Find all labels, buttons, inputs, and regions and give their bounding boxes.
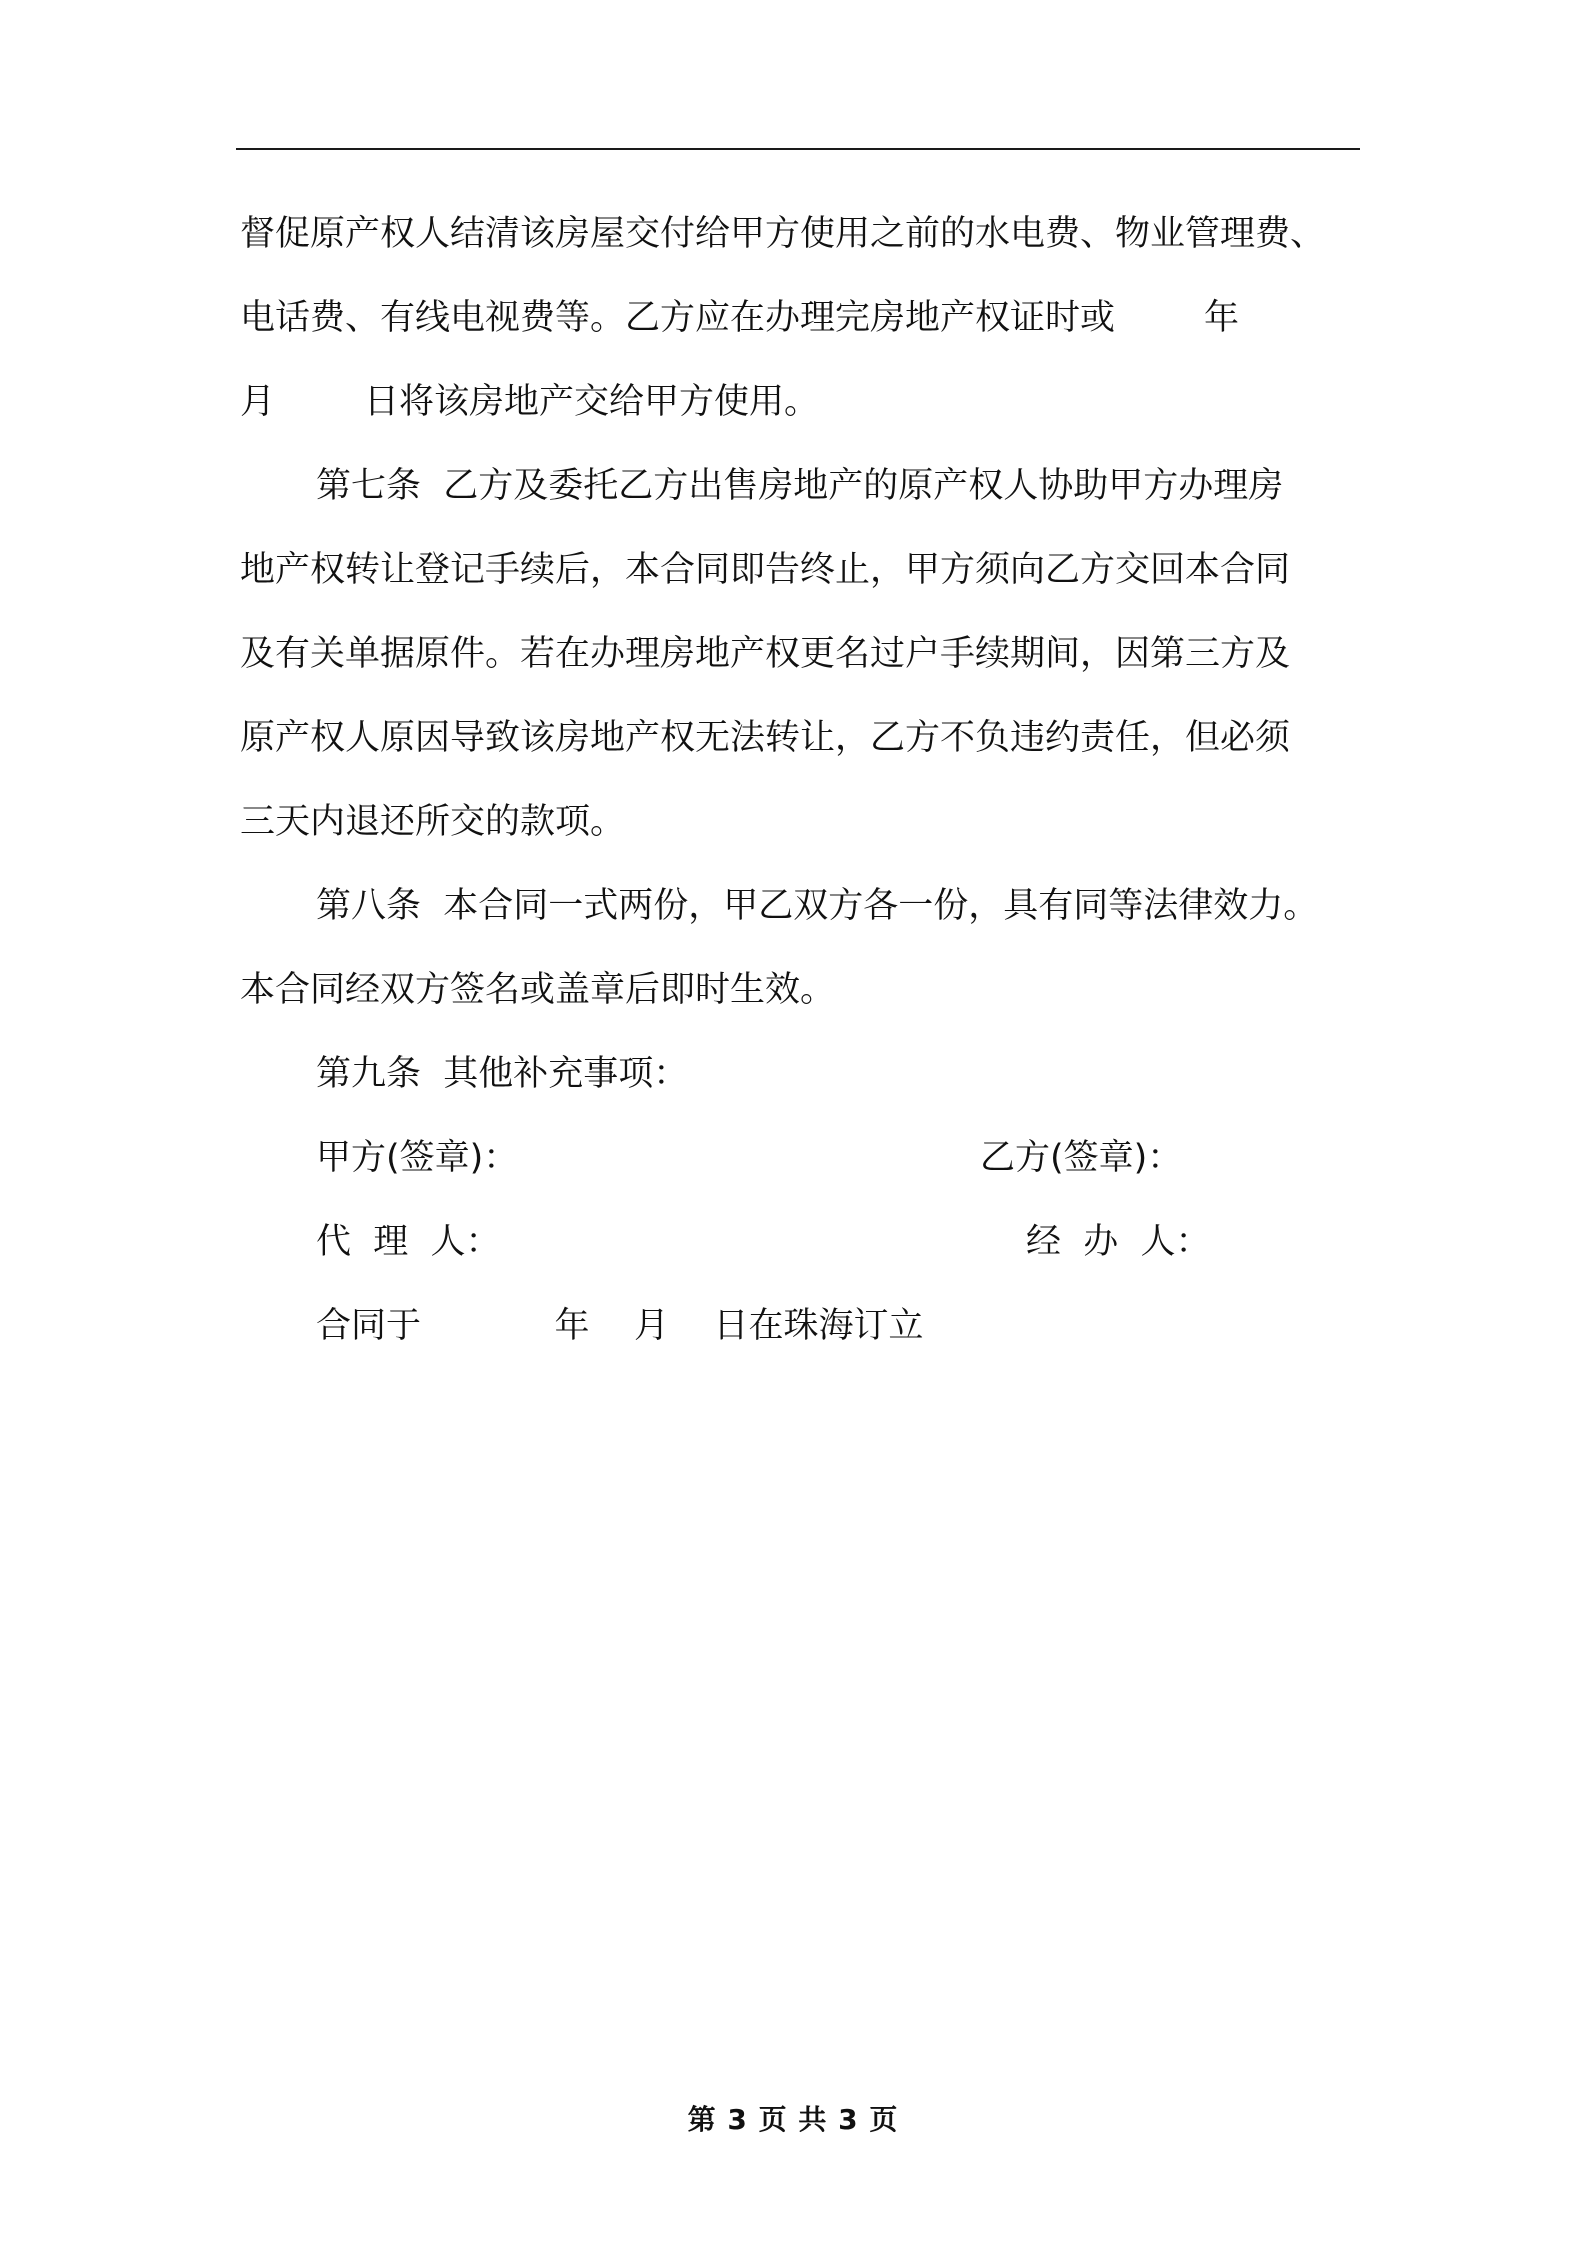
paragraph-line: 月 日将该房地产交给甲方使用。: [240, 382, 820, 422]
article-8-line: 本合同经双方签名或盖章后即时生效。: [240, 970, 836, 1010]
page-number: 第 3 页 共 3 页: [687, 2103, 899, 2136]
signature-row-agents: [240, 1200, 1370, 1284]
article-8-line: 第八条 本合同一式两份，甲乙双方各一份，具有同等法律效力。: [316, 886, 1319, 926]
paragraph-line: 督促原产权人结清该房屋交付给甲方使用之前的水电费、物业管理费、: [240, 214, 1326, 254]
party-b-signature-label: 乙方(签章)：: [980, 1138, 1183, 1178]
party-a-signature-label: 甲方(签章)：: [316, 1138, 519, 1178]
article-7-line: 地产权转让登记手续后，本合同即告终止，甲方须向乙方交回本合同: [240, 550, 1291, 590]
article-7-line: 及有关单据原件。若在办理房地产权更名过户手续期间，因第三方及: [240, 634, 1291, 674]
article-7-line: 第七条 乙方及委托乙方出售房地产的原产权人协助甲方办理房: [316, 466, 1284, 506]
agent-label: 代 理 人：: [316, 1222, 501, 1262]
document-body: [240, 192, 1370, 1368]
article-9: 第九条 其他补充事项：: [316, 1054, 689, 1094]
article-7-line: 三天内退还所交的款项。: [240, 802, 626, 842]
paragraph-line: 电话费、有线电视费等。乙方应在办理完房地产权证时或 年: [240, 298, 1240, 338]
article-7-line: 原产权人原因导致该房地产权无法转让，乙方不负违约责任，但必须: [240, 718, 1291, 758]
signing-date-line: 合同于 年 月 日在珠海订立: [316, 1306, 924, 1346]
handler-label: 经 办 人：: [1026, 1222, 1211, 1262]
signature-row-parties: [240, 1116, 1370, 1200]
header-rule: [236, 148, 1360, 150]
